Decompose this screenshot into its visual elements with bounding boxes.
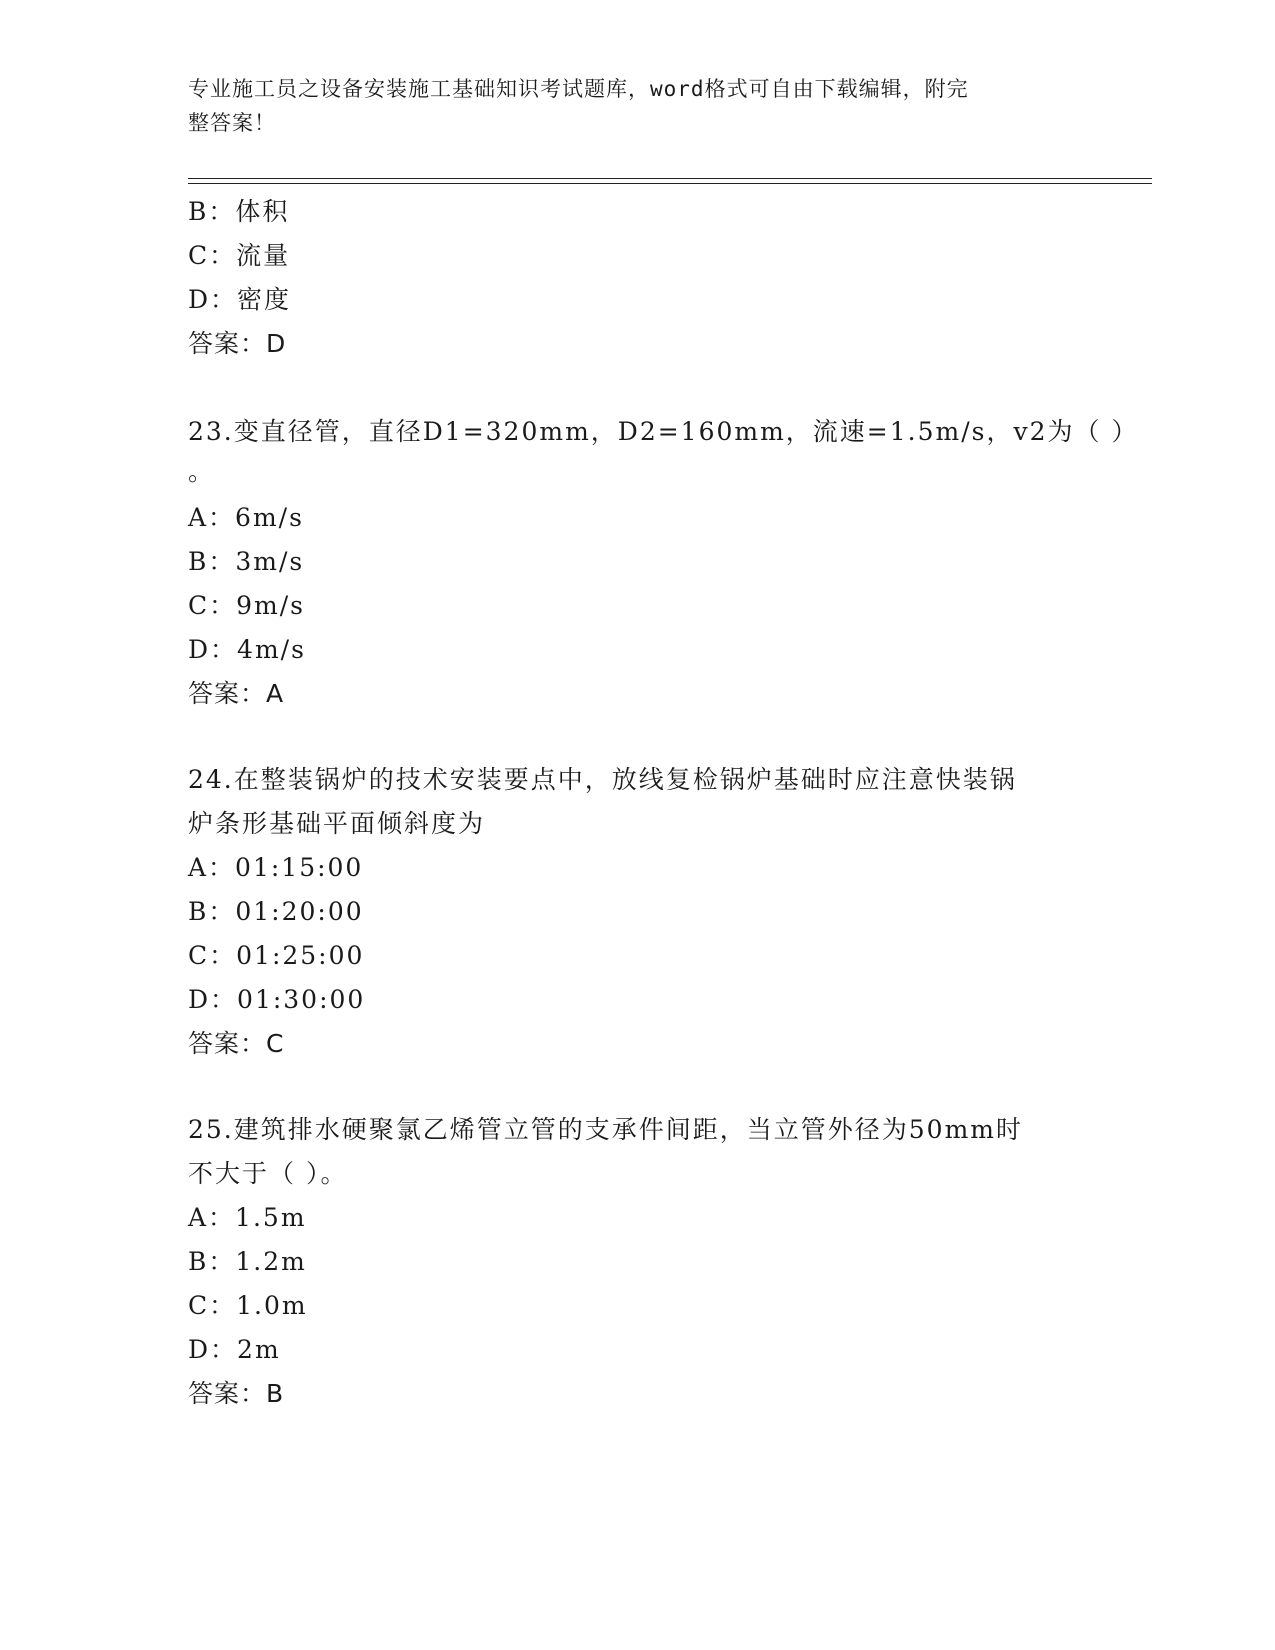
q24-option-c: C：01:25:00 — [188, 941, 365, 970]
document-header — [188, 72, 1068, 140]
header-line-2: 整答案！ — [188, 111, 276, 135]
header-divider-top — [188, 178, 1152, 179]
q22-answer: 答案：D — [188, 329, 287, 358]
q23-option-d: D：4m/s — [188, 635, 306, 664]
q24-option-a: A：01:15:00 — [188, 853, 364, 882]
q22-option-d: D：密度 — [188, 285, 292, 314]
q25-stem-line-1: 25.建筑排水硬聚氯乙烯管立管的支承件间距，当立管外径为50mm时 — [188, 1115, 1023, 1144]
q24-option-d: D：01:30:00 — [188, 985, 366, 1014]
q23-option-a: A：6m/s — [188, 503, 304, 532]
q24-stem-line-1: 24.在整装锅炉的技术安装要点中，放线复检锅炉基础时应注意快装锅 — [188, 765, 1017, 794]
q24-option-b: B：01:20:00 — [188, 897, 364, 926]
q25-option-b: B：1.2m — [188, 1247, 307, 1276]
q25-option-a: A：1.5m — [188, 1203, 307, 1232]
q23-option-b: B：3m/s — [188, 547, 305, 576]
header-line-1: 专业施工员之设备安装施工基础知识考试题库，word格式可自由下载编辑，附完 — [188, 77, 969, 101]
q25-option-d: D：2m — [188, 1335, 281, 1364]
q22-option-b: B：体积 — [188, 197, 290, 226]
q24-answer: 答案：C — [188, 1029, 285, 1058]
q23-option-c: C：9m/s — [188, 591, 305, 620]
header-divider-bottom — [188, 183, 1152, 184]
q25-stem-line-2: 不大于（ ）。 — [188, 1159, 348, 1188]
q23-stem-line-1: 23.变直径管，直径D1=320mm，D2=160mm，流速=1.5m/s，v2为（ ） — [188, 417, 1139, 446]
q22-option-c: C：流量 — [188, 241, 291, 270]
q25-option-c: C：1.0m — [188, 1291, 308, 1320]
q23-stem-line-2: 。 — [188, 457, 216, 486]
q24-stem-line-2: 炉条形基础平面倾斜度为 — [188, 809, 486, 838]
q23-answer: 答案：A — [188, 679, 285, 708]
q25-answer: 答案：B — [188, 1379, 285, 1408]
